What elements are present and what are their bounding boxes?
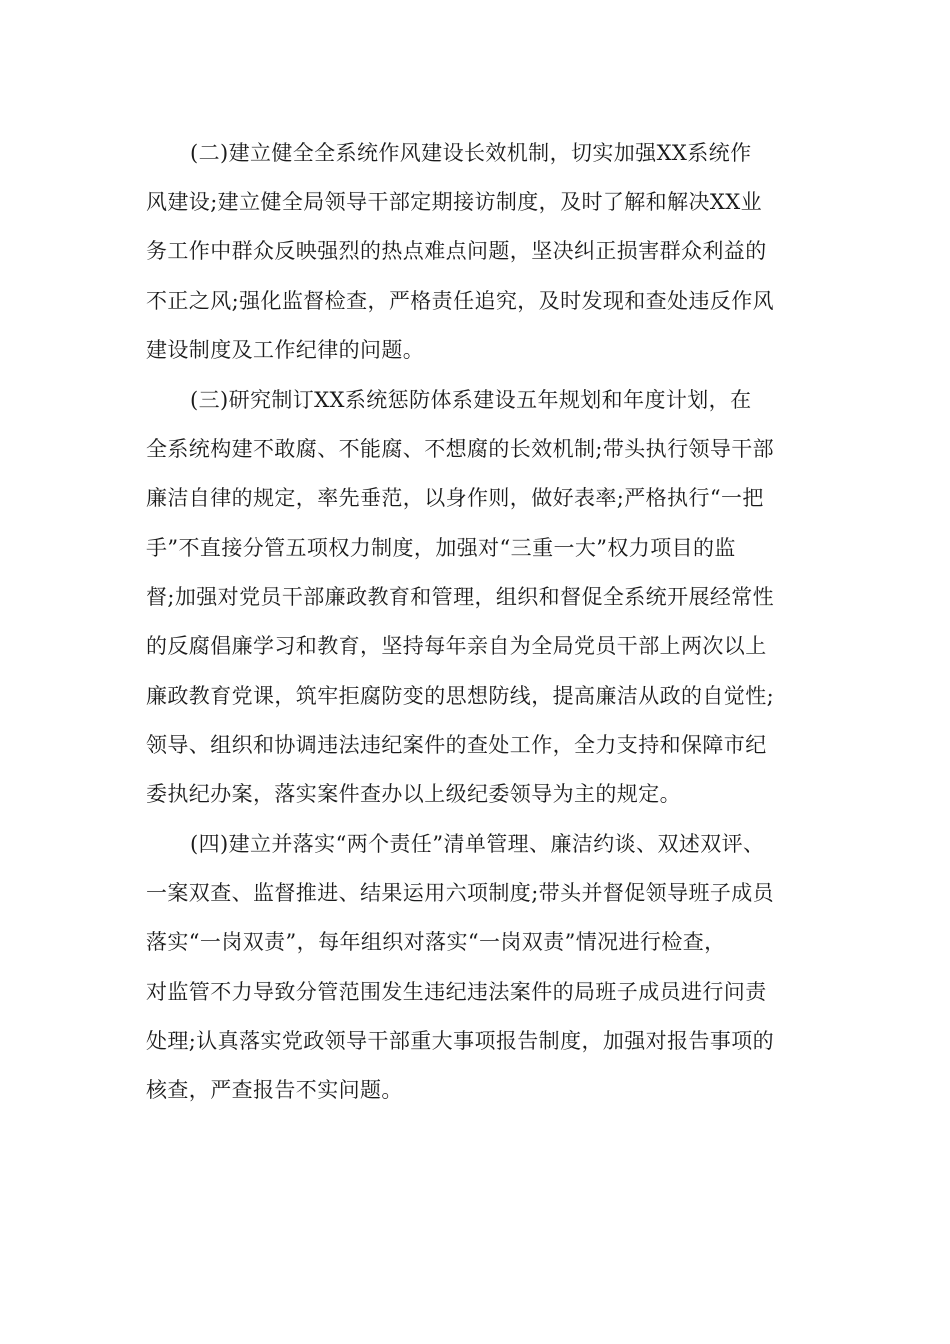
paragraph-3-line-2: 全系统构建不敢腐、不能腐、不想腐的长效机制;带头执行领导干部 — [146, 437, 775, 461]
paragraph-4-line-6: 核查，严查报告不实问题。 — [146, 1078, 403, 1102]
paragraph-3-line-3: 廉洁自律的规定，率先垂范，以身作则，做好表率;严格执行“一把 — [146, 486, 764, 510]
paragraph-3-line-7: 廉政教育党课，筑牢拒腐防变的思想防线，提高廉洁从政的自觉性; — [146, 684, 775, 708]
paragraph-2-line-1: (二)建立健全全系统作风建设长效机制，切实加强XX系统作 — [190, 141, 752, 165]
paragraph-4-line-4: 对监管不力导致分管范围发生违纪违法案件的局班子成员进行问责 — [146, 980, 767, 1004]
paragraph-3-line-5: 督;加强对党员干部廉政教育和管理，组织和督促全系统开展经常性 — [146, 585, 775, 609]
paragraph-3-line-9: 委执纪办案，落实案件查办以上级纪委领导为主的规定。 — [146, 782, 681, 806]
paragraph-4-line-1: (四)建立并落实“两个责任”清单管理、廉洁约谈、双述双评、 — [190, 832, 765, 856]
paragraph-4-line-2: 一案双查、监督推进、结果运用六项制度;带头并督促领导班子成员 — [146, 881, 775, 905]
paragraph-3-line-1: (三)研究制订XX系统惩防体系建设五年规划和年度计划，在 — [190, 388, 752, 412]
paragraph-2-line-2: 风建设;建立健全局领导干部定期接访制度，及时了解和解决XX业 — [146, 190, 762, 214]
paragraph-4-line-3: 落实“一岗双责”，每年组织对落实“一岗双责”情况进行检查， — [146, 930, 726, 954]
paragraph-2-line-5: 建设制度及工作纪律的问题。 — [146, 338, 425, 362]
paragraph-3-line-8: 领导、组织和协调违法违纪案件的查处工作，全力支持和保障市纪 — [146, 733, 767, 757]
paragraph-3-line-6: 的反腐倡廉学习和教育，坚持每年亲自为全局党员干部上两次以上 — [146, 634, 767, 658]
paragraph-2-line-3: 务工作中群众反映强烈的热点难点问题，坚决纠正损害群众利益的 — [146, 239, 767, 263]
paragraph-4-line-5: 处理;认真落实党政领导干部重大事项报告制度，加强对报告事项的 — [146, 1029, 775, 1053]
paragraph-3-line-4: 手”不直接分管五项权力制度，加强对“三重一大”权力项目的监 — [146, 536, 736, 560]
paragraph-2-line-4: 不正之风;强化监督检查，严格责任追究，及时发现和查处违反作风 — [146, 289, 775, 313]
